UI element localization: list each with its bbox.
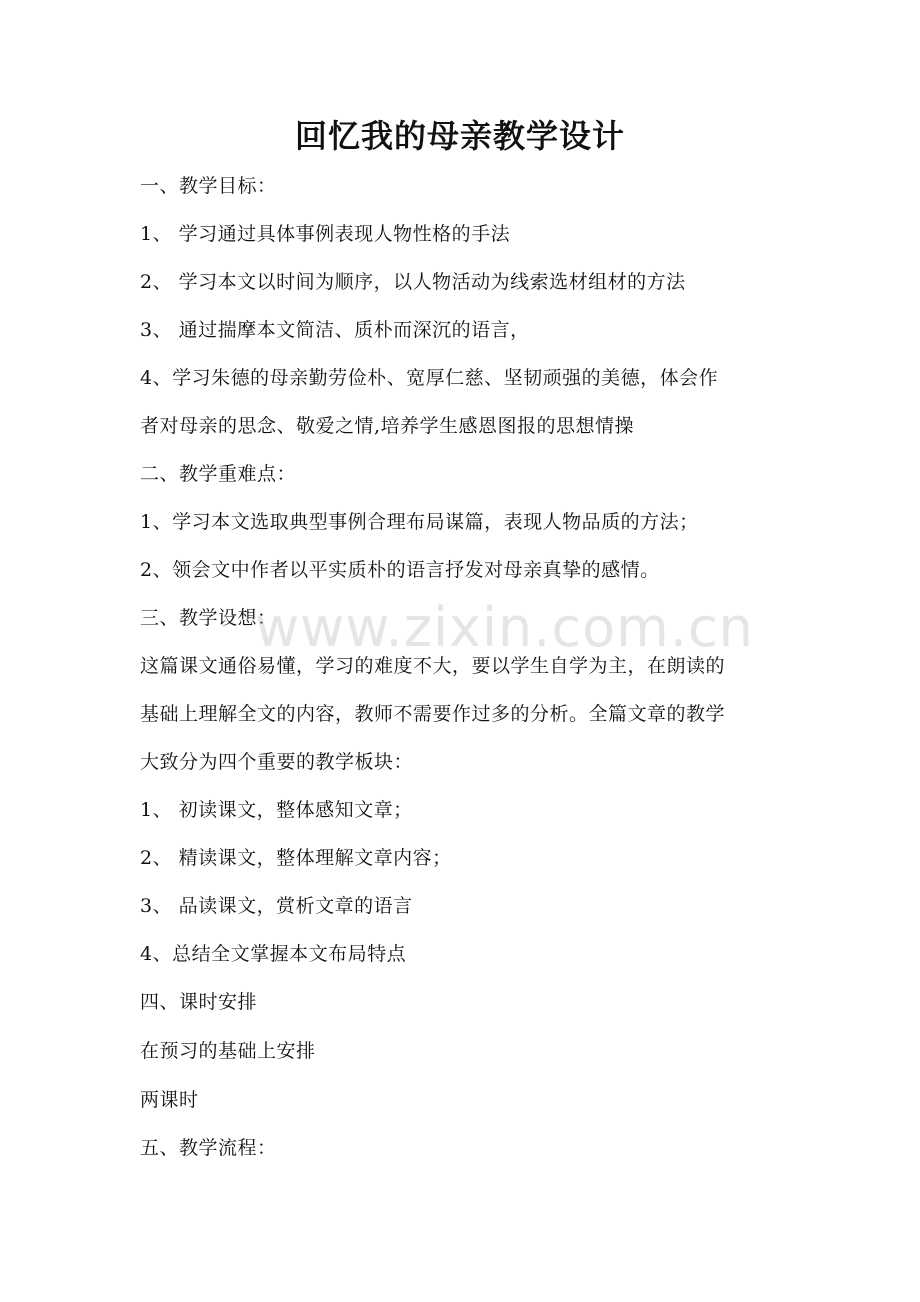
key-point-1: 1、学习本文选取典型事例合理布局谋篇，表现人物品质的方法； bbox=[140, 511, 699, 533]
goal-item-1: 1、 学习通过具体事例表现人物性格的手法 bbox=[140, 223, 511, 245]
block-item-4: 4、总结全文掌握本文布局特点 bbox=[140, 943, 407, 965]
goal-item-2: 2、 学习本文以时间为顺序，以人物活动为线索选材组材的方法 bbox=[140, 271, 686, 293]
heading-class-schedule: 四、课时安排 bbox=[140, 991, 258, 1013]
goal-item-4: 4、学习朱德的母亲勤劳俭朴、宽厚仁慈、坚韧顽强的美德，体会作 bbox=[140, 367, 719, 389]
document-title: 回忆我的母亲教学设计 bbox=[294, 117, 625, 155]
schedule-line-2: 两课时 bbox=[140, 1089, 199, 1111]
goal-item-3: 3、 通过揣摩本文简洁、质朴而深沉的语言， bbox=[140, 319, 530, 341]
block-item-1: 1、 初读课文，整体感知文章； bbox=[140, 799, 413, 821]
goal-item-4-continued: 者对母亲的思念、敬爱之情,培养学生感恩图报的思想情操 bbox=[140, 415, 635, 437]
heading-teaching-concept: 三、教学设想： bbox=[140, 607, 277, 629]
heading-teaching-goals: 一、教学目标： bbox=[140, 175, 277, 197]
watermark: www.zixin.com.cn bbox=[255, 596, 754, 659]
concept-paragraph-line-1: 这篇课文通俗易懂，学习的难度不大，要以学生自学为主，在朗读的 bbox=[140, 655, 726, 677]
schedule-line-1: 在预习的基础上安排 bbox=[140, 1040, 316, 1062]
concept-paragraph-line-2: 基础上理解全文的内容，教师不需要作过多的分析。全篇文章的教学 bbox=[140, 703, 726, 725]
key-point-2: 2、领会文中作者以平实质朴的语言抒发对母亲真挚的感情。 bbox=[140, 559, 660, 581]
heading-teaching-process: 五、教学流程： bbox=[140, 1137, 277, 1159]
block-item-2: 2、 精读课文，整体理解文章内容； bbox=[140, 847, 452, 869]
block-item-3: 3、 品读课文，赏析文章的语言 bbox=[140, 895, 413, 917]
heading-key-points: 二、教学重难点： bbox=[140, 463, 297, 485]
concept-paragraph-line-3: 大致分为四个重要的教学板块： bbox=[140, 751, 414, 773]
